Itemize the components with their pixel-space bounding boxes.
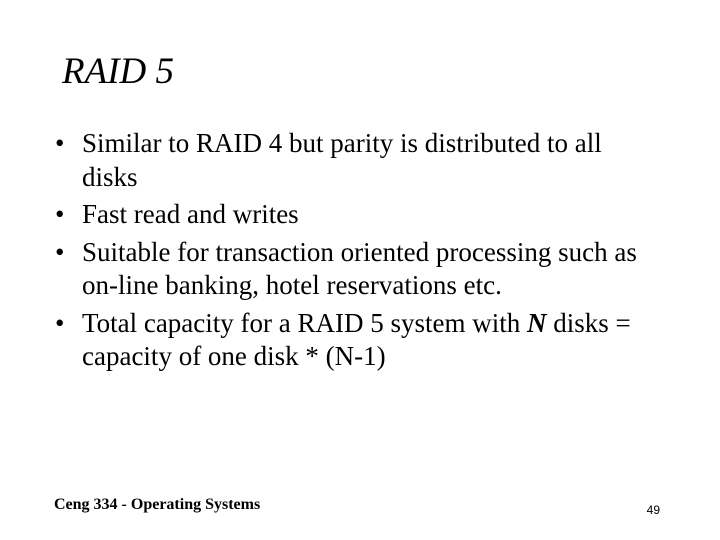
bullet-item [55, 307, 655, 374]
bullet-dot-icon: • [55, 199, 65, 229]
bullet-item [55, 236, 655, 303]
bullet-text: Similar to RAID 4 but parity is distributed to all disks [82, 128, 602, 192]
bullet-item [55, 127, 655, 194]
bullet-text: Fast read and writes [82, 199, 299, 229]
bullet-list [55, 127, 655, 378]
bullet-text-before: Total capacity for a RAID 5 system with [82, 307, 527, 338]
bullet-emphasis-n: N [527, 307, 547, 338]
bullet-text-after: disks = capacity of one disk * (N-1) [82, 307, 631, 371]
bullet-dot-icon: • [55, 307, 65, 338]
bullet-text: Suitable for transaction oriented processing such as on-line banking, hotel reservations etc. [82, 236, 637, 300]
footer-course-title: Ceng 334 - Operating Systems [54, 496, 261, 513]
slide-title: RAID 5 [62, 51, 174, 92]
bullet-item [55, 198, 655, 232]
page-number: 49 [646, 503, 660, 517]
bullet-dot-icon: • [55, 128, 65, 158]
bullet-dot-icon: • [55, 236, 65, 267]
